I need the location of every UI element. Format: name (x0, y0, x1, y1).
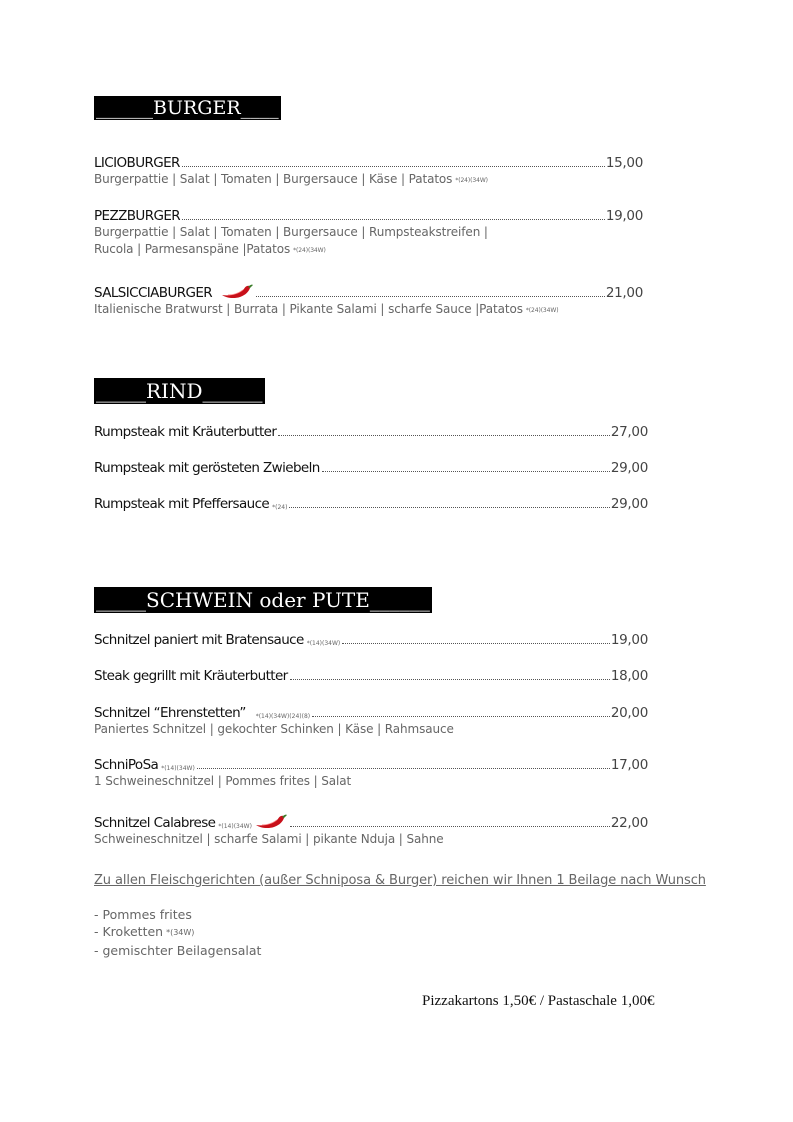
item-name: SchniPoSa (94, 757, 159, 773)
allergen-note: *(14)(34W) (218, 823, 252, 830)
menu-item-schniposa (94, 757, 648, 790)
dot-leader (312, 716, 610, 717)
side-dish-item: - Pommes frites (94, 907, 192, 922)
item-price: 15,00 (605, 155, 643, 171)
side-dish-note: Zu allen Fleischgerichten (außer Schniposa & Burger) reichen wir Ihnen 1 Beilage nach Wunsch (94, 873, 706, 888)
menu-item-salsicciaburger (94, 283, 643, 320)
side-dish-item: - Kroketten *(34W) (94, 924, 195, 939)
item-description: Rucola | Parmesanspäne |Patatos *(24)(34W) (94, 242, 326, 256)
chili-pepper-icon (220, 283, 254, 301)
item-name: Steak gegrillt mit Kräuterbutter (94, 668, 288, 684)
side-dish-list (94, 906, 261, 959)
item-name: PEZZBURGER (94, 208, 181, 224)
menu-item-licioburger (94, 155, 643, 190)
item-name: Rumpsteak mit Kräuterbutter (94, 424, 277, 440)
menu-item-rumpsteak-pfeffersauce (94, 496, 648, 512)
section-header-rind: _____RIND______ (96, 379, 263, 403)
item-price: 19,00 (605, 208, 643, 224)
item-price: 27,00 (610, 424, 648, 440)
allergen-note: *(14)(34W) (161, 765, 195, 772)
section-header-burger: ______BURGER____ (96, 97, 279, 119)
side-dish-item: - gemischter Beilagensalat (94, 943, 262, 958)
dot-leader (197, 768, 610, 769)
item-description: Italienische Bratwurst | Burrata | Pikante Salami | scharfe Sauce |Patatos *(24)(34W) (94, 302, 559, 316)
dot-leader (278, 435, 610, 436)
menu-item-schnitzel-ehrenstetten (94, 705, 648, 738)
item-name: Rumpsteak mit Pfeffersauce (94, 496, 270, 512)
chili-pepper-icon (254, 813, 288, 831)
section-header-schwein: _____SCHWEIN oder PUTE______ (96, 588, 430, 612)
item-price: 29,00 (610, 460, 648, 476)
item-price: 19,00 (610, 632, 648, 648)
dot-leader (290, 679, 610, 680)
item-name: Schnitzel paniert mit Bratensauce (94, 632, 304, 648)
dot-leader (342, 643, 610, 644)
footer-packaging-prices: Pizzakartons 1,50€ / Pastaschale 1,00€ (422, 993, 655, 1009)
item-description: Burgerpattie | Salat | Tomaten | Burgersauce | Käse | Patatos *(24)(34W) (94, 172, 488, 186)
item-name: LICIOBURGER (94, 155, 180, 171)
dot-leader (256, 296, 605, 297)
menu-item-steak-gegrillt (94, 668, 648, 684)
menu-item-pezzburger (94, 208, 643, 260)
item-price: 20,00 (610, 705, 648, 721)
dot-leader (182, 166, 605, 167)
item-price: 17,00 (610, 757, 648, 773)
menu-item-schnitzel-calabrese (94, 813, 648, 848)
item-name: Rumpsteak mit gerösteten Zwiebeln (94, 460, 320, 476)
dot-leader (289, 507, 609, 508)
allergen-note: *(24) (272, 504, 288, 511)
menu-item-rumpsteak-kraeuterbutter (94, 424, 648, 440)
item-name: Schnitzel Calabrese (94, 815, 216, 831)
allergen-note: *(14)(34W) (306, 640, 341, 647)
item-price: 18,00 (610, 668, 648, 684)
item-description: 1 Schweineschnitzel | Pommes frites | Salat (94, 774, 352, 788)
item-description: Paniertes Schnitzel | gekochter Schinken | Käse | Rahmsauce (94, 722, 454, 736)
menu-item-rumpsteak-zwiebeln (94, 460, 648, 476)
menu-item-schnitzel-paniert (94, 632, 648, 648)
item-description: Schweineschnitzel | scharfe Salami | pikante Nduja | Sahne (94, 832, 444, 846)
item-description: Burgerpattie | Salat | Tomaten | Burgersauce | Rumpsteakstreifen | (94, 225, 488, 239)
item-name: SALSICCIABURGER (94, 285, 213, 301)
dot-leader (322, 471, 610, 472)
item-name: Schnitzel “Ehrenstetten” (94, 705, 246, 721)
item-price: 29,00 (610, 496, 648, 512)
item-price: 22,00 (610, 815, 648, 831)
dot-leader (182, 219, 605, 220)
dot-leader (290, 826, 610, 827)
item-price: 21,00 (605, 285, 643, 301)
allergen-note: *(14)(34W)(24)(8) (255, 713, 311, 720)
